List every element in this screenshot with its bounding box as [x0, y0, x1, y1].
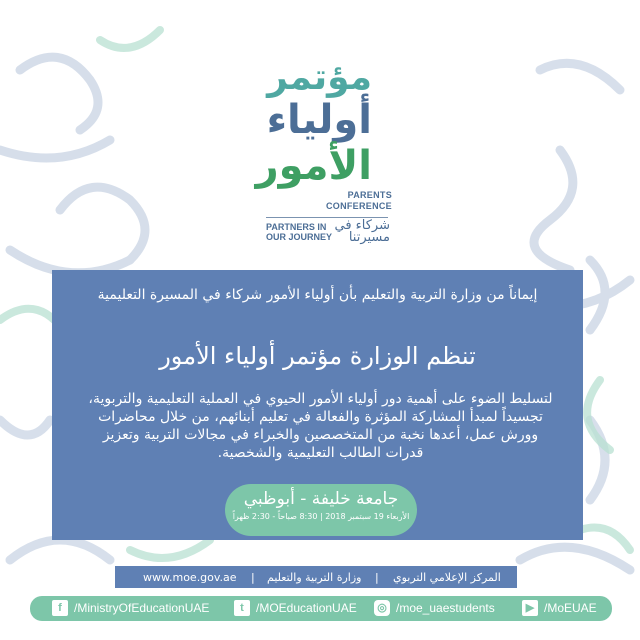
- logo-partners-line2: OUR JOURNEY: [266, 232, 333, 242]
- logo-arabic-line1: مؤتمر: [267, 57, 372, 98]
- logo-english-line1: PARENTS: [347, 190, 392, 200]
- twitter-handle: /MOEducationUAE: [256, 601, 357, 615]
- venue-badge: [225, 484, 417, 536]
- footer-separator: |: [251, 571, 255, 584]
- youtube-icon: ▶: [522, 600, 538, 616]
- twitter-link[interactable]: [234, 600, 357, 616]
- logo-partners-arabic: [334, 220, 390, 244]
- youtube-handle: /MoEUAE: [544, 601, 597, 615]
- logo-partners-arabic-line2: مسيرتنا: [348, 230, 390, 245]
- logo-arabic-line2: أولياء: [266, 97, 372, 143]
- logo-english-line2: CONFERENCE: [325, 201, 392, 211]
- logo-arabic-line3: الأمور: [255, 143, 372, 189]
- card-title: تنظم الوزارة مؤتمر أولياء الأمور: [159, 342, 476, 370]
- card-intro-text: إيماناً من وزارة التربية والتعليم بأن أولياء الأمور شركاء في المسيرة التعليمية: [97, 287, 538, 303]
- instagram-link[interactable]: [374, 600, 495, 616]
- instagram-handle: /moe_uaestudents: [396, 601, 495, 615]
- logo-english-name: [326, 190, 392, 212]
- venue-title: جامعة خليفة - أبوظبي: [243, 489, 399, 509]
- website-link[interactable]: www.moe.gov.ae: [143, 571, 237, 584]
- logo-partners-english: [266, 222, 332, 242]
- facebook-icon: f: [52, 600, 68, 616]
- ministry-name: وزارة التربية والتعليم: [267, 571, 362, 584]
- venue-datetime: الأربعاء 19 سبتمبر 2018 | 8:30 صباحاً - 2:30 ظهراً: [232, 512, 410, 521]
- media-center-name: المركز الإعلامي التربوي: [393, 571, 501, 584]
- youtube-link[interactable]: [522, 600, 597, 616]
- facebook-link[interactable]: [52, 600, 209, 616]
- twitter-icon: t: [234, 600, 250, 616]
- social-media-bar: [30, 596, 612, 621]
- parents-conference-logo: [240, 42, 400, 252]
- instagram-icon: ◎: [374, 600, 390, 616]
- footer-separator: |: [375, 571, 379, 584]
- footer-bar: [115, 566, 517, 588]
- facebook-handle: /MinistryOfEducationUAE: [74, 601, 210, 615]
- card-body-text: لتسليط الضوء على أهمية دور أولياء الأمور الحيوي في العملية التعليمية والتربوية، تجسيداً لمبدأ المشاركة المؤثرة والفعالة في تعليم أبنائهم، من خلال محاضرات وورش عمل، أعدها نخبة من المتخصصين والخبراء في مجالات التربية وتعزيز قدرات الطالب التعليمية والشخصية.: [88, 391, 553, 461]
- logo-partners-arabic-line1: شركاء في: [334, 218, 390, 233]
- logo-partners-line1: PARTNERS IN: [266, 222, 327, 232]
